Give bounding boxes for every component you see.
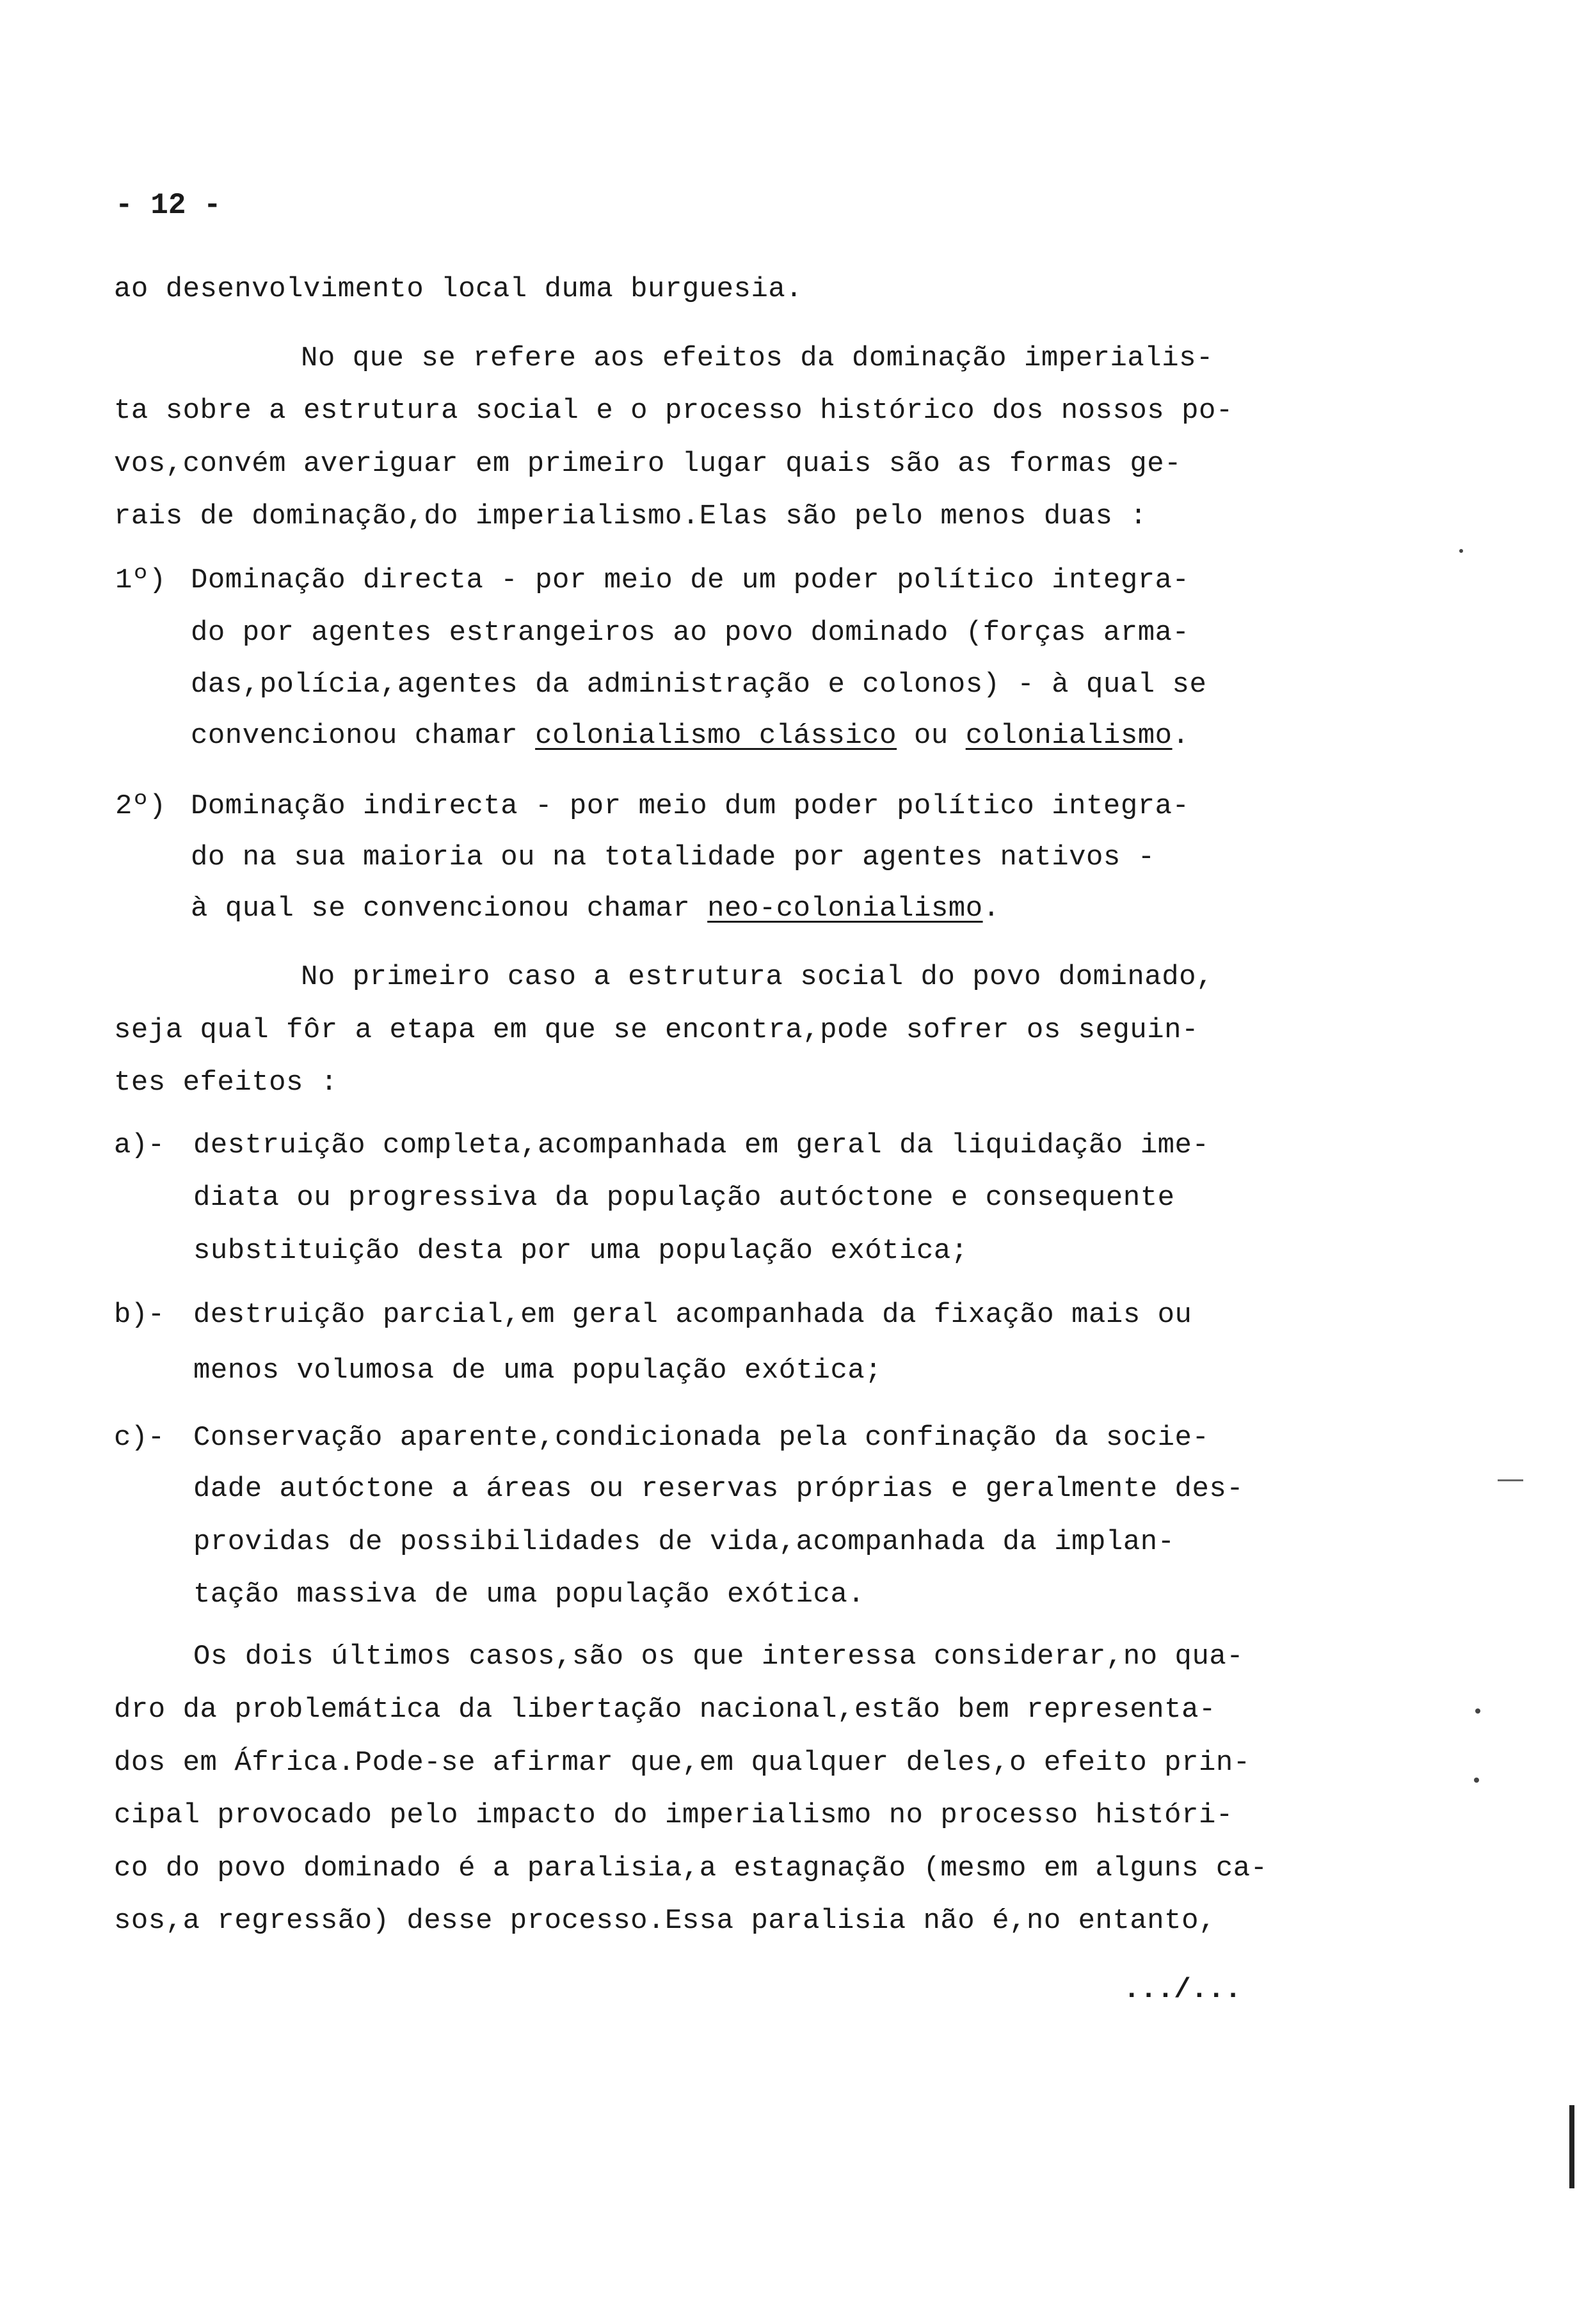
text-fragment: . — [982, 893, 1000, 925]
underlined-term: colonialismo clássico — [535, 720, 897, 752]
margin-dot-mark — [1475, 1708, 1480, 1714]
text-line: ao desenvolvimento local duma burguesia. — [114, 273, 803, 305]
list-marker: b)- — [114, 1299, 165, 1331]
text-line: menos volumosa de uma população exótica; — [193, 1355, 883, 1387]
text-line: seja qual fôr a etapa em que se encontra,pode sofrer os seguin- — [114, 1014, 1199, 1046]
list-marker: 1º) — [115, 564, 166, 596]
text-line: das,polícia,agentes da administração e colonos) - à qual se — [191, 669, 1207, 701]
scan-edge-mark — [1569, 2105, 1574, 2188]
text-line — [191, 722, 1189, 750]
text-line: dade autóctone a áreas ou reservas próprias e geralmente des- — [193, 1473, 1244, 1505]
text-line: destruição completa,acompanhada em geral da liquidação ime- — [193, 1129, 1210, 1161]
text-line: rais de dominação,do imperialismo.Elas são pelo menos duas : — [114, 500, 1148, 532]
text-fragment: . — [1172, 720, 1190, 752]
text-line: No que se refere aos efeitos da dominação imperialis- — [301, 342, 1213, 374]
list-marker: 2º) — [115, 790, 166, 822]
text-line: destruição parcial,em geral acompanhada da fixação mais ou — [193, 1299, 1192, 1331]
text-line: Dominação indirecta - por meio dum poder político integra- — [191, 790, 1190, 822]
underlined-term: neo-colonialismo — [707, 893, 983, 925]
text-line: tação massiva de uma população exótica. — [193, 1579, 865, 1611]
text-fragment: ou — [897, 720, 966, 752]
text-line: Conservação aparente,condicionada pela confinação da socie- — [193, 1422, 1210, 1454]
continuation-mark: .../... — [1123, 1974, 1242, 2006]
text-line: providas de possibilidades de vida,acompanhada da implan- — [193, 1526, 1175, 1558]
underlined-term: colonialismo — [965, 720, 1173, 752]
list-marker: a)- — [114, 1129, 165, 1161]
text-line: do na sua maioria ou na totalidade por agentes nativos - — [191, 841, 1155, 873]
text-line: dro da problemática da libertação nacional,estão bem representa- — [114, 1694, 1216, 1726]
text-line: Os dois últimos casos,são os que interessa considerar,no qua- — [193, 1641, 1244, 1673]
margin-dot-mark — [1459, 549, 1463, 553]
text-line: cipal provocado pelo impacto do imperialismo no processo históri- — [114, 1799, 1233, 1831]
text-line: Dominação directa - por meio de um poder político integra- — [191, 564, 1190, 596]
text-line: do por agentes estrangeiros ao povo dominado (forças arma- — [191, 617, 1190, 649]
text-line: dos em África.Pode-se afirmar que,em qualquer deles,o efeito prin- — [114, 1747, 1251, 1779]
page-number: - 12 - — [115, 189, 221, 222]
text-line — [191, 895, 1000, 923]
text-fragment: convencionou chamar — [191, 720, 536, 752]
text-fragment: à qual se convencionou chamar — [191, 893, 708, 925]
text-line: diata ou progressiva da população autóctone e consequente — [193, 1182, 1175, 1214]
margin-dot-mark — [1474, 1778, 1479, 1783]
text-line: ta sobre a estrutura social e o processo histórico dos nossos po- — [114, 395, 1233, 427]
text-line: substituição desta por uma população exótica; — [193, 1235, 968, 1267]
text-line: co do povo dominado é a paralisia,a estagnação (mesmo em alguns ca- — [114, 1852, 1268, 1884]
margin-dash-mark — [1498, 1479, 1523, 1481]
text-line: vos,convém averiguar em primeiro lugar quais são as formas ge- — [114, 448, 1182, 480]
text-line: No primeiro caso a estrutura social do povo dominado, — [301, 961, 1213, 993]
text-line: sos,a regressão) desse processo.Essa paralisia não é,no entanto, — [114, 1905, 1216, 1937]
list-marker: c)- — [114, 1422, 165, 1454]
text-line: tes efeitos : — [114, 1067, 338, 1099]
